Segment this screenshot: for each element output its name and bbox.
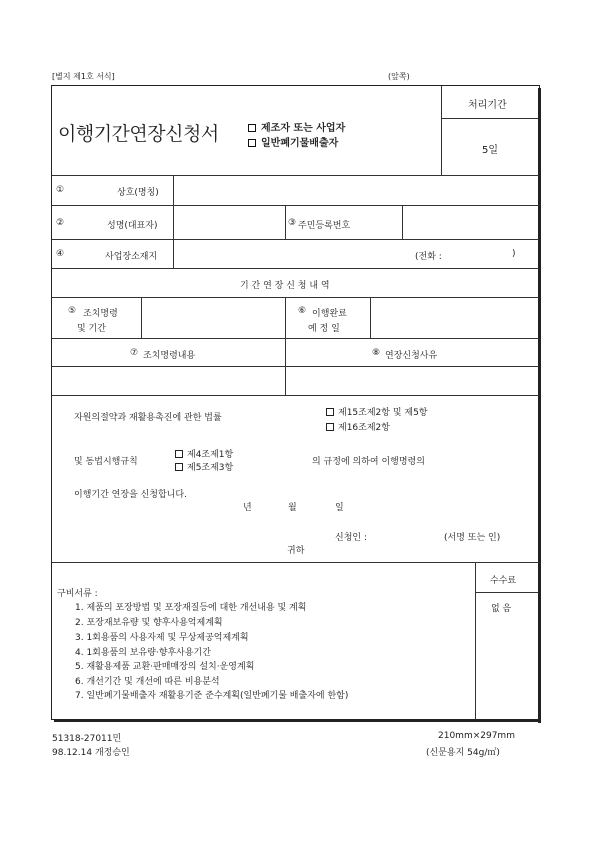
title-option-manufacturer[interactable]: 제조자 또는 사업자 (248, 119, 345, 134)
provision-text: 의 규정에 의하여 이행명령의 (312, 457, 425, 467)
field-number: ⑤ (68, 306, 77, 316)
documents-title: 구비서류 : (57, 589, 98, 599)
checkbox-icon (175, 463, 183, 471)
phone-close: ) (512, 249, 516, 259)
divider (441, 86, 442, 175)
order-label-line2: 및 기간 (77, 324, 106, 334)
document-item: 6. 개선기간 및 개선에 따른 비용분석 (75, 677, 220, 687)
signature-label: (서명 또는 인) (444, 533, 501, 543)
title-option-discharger[interactable]: 일반폐기물배출자 (248, 134, 338, 149)
date-month: 월 (288, 503, 297, 513)
phone-label: (전화 : (415, 252, 442, 262)
rule-text: 및 동법시행규칙 (74, 457, 138, 467)
order-content-label: 조치명령내용 (143, 351, 196, 361)
resident-number-label: 주민등록번호 (298, 221, 351, 231)
divider (370, 297, 371, 338)
document-item: 5. 재활용제품 교환·판매매장의 설치·운영계획 (75, 662, 255, 672)
processing-value: 5일 (482, 145, 499, 156)
company-label: 상호(명칭) (117, 188, 159, 198)
divider (52, 562, 539, 563)
field-number: ⑦ (130, 348, 139, 358)
completion-label-line2: 예 정 일 (308, 324, 340, 334)
date-day: 일 (335, 503, 344, 513)
checkbox-icon (326, 423, 334, 431)
divider (285, 205, 286, 239)
divider (52, 338, 539, 339)
rule-option-1[interactable]: 제4조제1항 (175, 447, 233, 460)
rule-option-2[interactable]: 제5조제3항 (175, 460, 233, 473)
divider (52, 297, 539, 298)
document-item: 4. 1회용품의 보유량·향후사용기간 (75, 648, 211, 658)
completion-label-line1: 이행완료 (312, 309, 347, 319)
approval-date: 98.12.14 개정승인 (52, 748, 130, 758)
divider (475, 562, 476, 719)
divider (52, 239, 539, 240)
document-item: 3. 1회용품의 사용자제 및 무상제공억제계획 (75, 633, 249, 643)
law-option-1[interactable]: 제15조제2항 및 제5항 (326, 405, 428, 418)
section-title: 기 간 연 장 신 청 내 역 (240, 281, 330, 291)
fee-label: 수수료 (490, 576, 517, 586)
field-number: ① (56, 185, 65, 195)
reason-label: 연장신청사유 (385, 351, 438, 361)
date-year: 년 (243, 503, 252, 513)
form-number: [별지 제1호 서식] (52, 72, 115, 81)
address-label: 사업장소재지 (105, 252, 158, 262)
divider (52, 395, 539, 396)
paper-type: (신문용지 54g/㎡) (426, 748, 500, 758)
applicant-label: 신청인 : (335, 533, 367, 543)
divider (475, 592, 538, 593)
divider (441, 118, 538, 119)
field-number: ② (56, 218, 65, 228)
divider (52, 268, 539, 269)
law-text: 자원의절약과 재활용촉진에 관한 법률 (74, 413, 222, 423)
checkbox-icon (175, 450, 183, 458)
name-label: 성명(대표자) (107, 221, 158, 231)
form-code: 51318-27011민 (52, 734, 122, 744)
divider (52, 205, 539, 206)
document-item: 7. 일반폐기물배출자 재활용기준 준수계획(일반폐기물 배출자에 한함) (75, 691, 349, 701)
divider (52, 175, 539, 176)
processing-label: 처리기간 (468, 100, 507, 111)
request-text: 이행기간 연장을 신청합니다. (74, 490, 187, 500)
addressee: 귀하 (287, 546, 305, 556)
divider (52, 366, 539, 367)
checkbox-icon (248, 139, 256, 147)
page-side: (앞쪽) (388, 72, 410, 81)
document-item: 1. 제품의 포장방법 및 포장재질등에 대한 개선내용 및 계획 (75, 603, 307, 613)
fee-value: 없 음 (491, 604, 512, 614)
divider (402, 205, 403, 239)
divider (285, 297, 286, 395)
field-number: ⑧ (372, 348, 381, 358)
divider (173, 175, 174, 268)
divider (141, 297, 142, 338)
checkbox-icon (326, 408, 334, 416)
form-title: 이행기간연장신청서 (58, 123, 219, 145)
document-item: 2. 포장재보유량 및 향후사용억제계획 (75, 618, 223, 628)
paper-size: 210mm×297mm (438, 731, 515, 741)
law-option-2[interactable]: 제16조제2항 (326, 420, 390, 433)
field-number: ③ (288, 218, 297, 228)
checkbox-icon (248, 124, 256, 132)
field-number: ⑥ (298, 306, 307, 316)
order-label-line1: 조치명령 (83, 309, 118, 319)
field-number: ④ (56, 249, 65, 259)
